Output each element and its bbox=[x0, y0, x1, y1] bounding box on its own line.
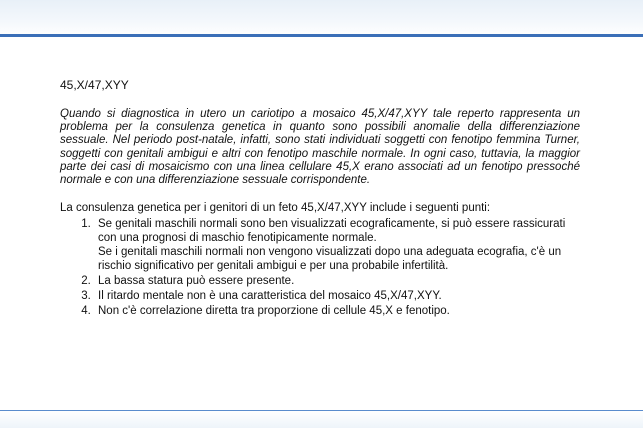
header-band bbox=[0, 0, 643, 36]
list-item bbox=[94, 304, 580, 318]
intro-text: La consulenza genetica per i genitori di un feto 45,X/47,XYY include i seguenti punti: bbox=[60, 202, 491, 215]
header-divider bbox=[0, 34, 643, 37]
list-item bbox=[94, 274, 580, 288]
list-item-extra: Se i genitali maschili normali non vengono visualizzati dopo una adeguata ecografia, c'è un rischio significativo per genitali ambigui e per una probabile infertilità. bbox=[98, 246, 562, 273]
list-item-text: 4. Non c'è correlazione diretta tra proporzione di cellule 45,X e fenotipo. bbox=[98, 305, 450, 318]
list-item bbox=[94, 217, 580, 273]
slide-heading: 45,X/47,XYY bbox=[60, 78, 129, 92]
list-item-text: 3. Il ritardo mentale non è una caratteristica del mosaico 45,X/47,XYY. bbox=[98, 290, 442, 303]
slide-content bbox=[60, 78, 580, 319]
list-item bbox=[94, 289, 580, 303]
list-item-text: 1. Se genitali maschili normali sono ben visualizzati ecograficamente, si può essere rassicurati con una prognosi di maschio fenotipicamente normale. bbox=[98, 218, 566, 245]
italic-paragraph: Quando si diagnostica in utero un cariotipo a mosaico 45,X/47,XYY tale reperto rappresenta un problema per la consulenza genetica in quanto sono possibili anomalie della differenziazione sessuale. Nel periodo post-natale, infatti, sono stati individuati soggetti con fenotipo femmina Turner, soggetti con genitali ambigui e altri con fenotipo maschile normale. In ogni caso, tuttavia, la maggior parte dei casi di mosaicismo con una linea cellulare 45,X erano associati ad un fenotipo pressoché normale e con una differenziazione sessuale corrispondente. bbox=[60, 108, 580, 187]
counseling-points-list bbox=[60, 217, 580, 318]
list-item-text: 2. La bassa statura può essere presente. bbox=[98, 275, 295, 288]
footer-band bbox=[0, 411, 643, 428]
